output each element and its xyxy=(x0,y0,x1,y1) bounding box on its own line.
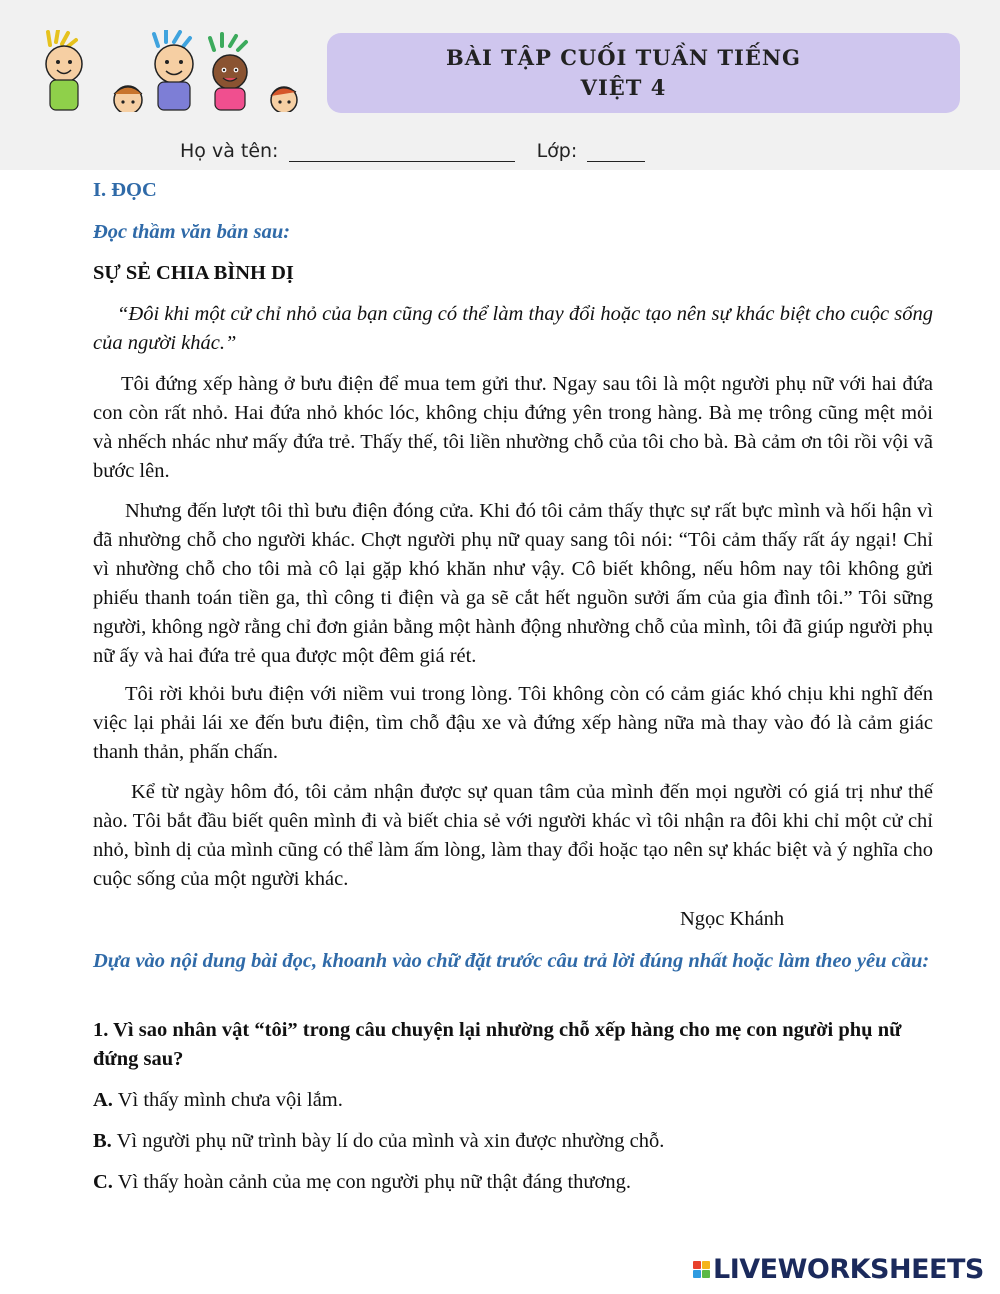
student-info-line xyxy=(180,140,645,162)
option-b-text: Vì người phụ nữ trình bày lí do của mình và xin được nhường chỗ. xyxy=(116,1130,665,1152)
story-paragraph-4: Kể từ ngày hôm đó, tôi cảm nhận được sự quan tâm của mình đến mọi người có giá trị như thế nào. Tôi bắt đầu biết quên mình đi và biết chia sẻ với người khác vì tôi nhận ra đôi khi chỉ một cử chỉ nhỏ, bình dị của mình cũng có thể làm ấm lòng, làm thay đổi hoặc tạo nên sự khác biệt và ý nghĩa cho cuộc sống của một người khác. xyxy=(93,781,933,890)
class-label: Lớp: xyxy=(536,140,578,162)
option-a-text: Vì thấy mình chưa vội lắm. xyxy=(117,1089,343,1111)
worksheet-title-box xyxy=(327,33,960,113)
story-quote: “Đôi khi một cử chỉ nhỏ của bạn cũng có thể làm thay đổi hoặc tạo nên sự khác biệt cho cuộc sống của người khác.” xyxy=(93,303,933,354)
story-title: SỰ SẺ CHIA BÌNH DỊ xyxy=(93,262,294,284)
story-author: Ngọc Khánh xyxy=(680,908,785,930)
name-label: Họ và tên: xyxy=(180,140,279,162)
option-c-letter: C. xyxy=(93,1171,113,1193)
option-b[interactable] xyxy=(93,1127,933,1156)
class-field[interactable] xyxy=(587,143,645,162)
story-paragraph-1: Tôi đứng xếp hàng ở bưu điện để mua tem gửi thư. Ngay sau tôi là một người phụ nữ với hai đứa con còn rất nhỏ. Hai đứa nhỏ khóc lóc, không chịu đứng yên trong hàng. Bà mẹ trông cũng mệt mỏi và nhếch nhác như mấy đứa trẻ. Thấy thế, tôi liền nhường chỗ của tôi cho bà. Bà cảm ơn tôi rồi vội vã bước lên. xyxy=(93,373,933,482)
question-1: 1. Vì sao nhân vật “tôi” trong câu chuyện lại nhường chỗ xếp hàng cho mẹ con người phụ nữ đứng sau? xyxy=(93,1019,902,1070)
logo-text: LIVEWORKSHEETS xyxy=(713,1253,984,1285)
liveworksheets-logo-icon xyxy=(693,1261,710,1278)
reading-instruction: Đọc thầm văn bản sau: xyxy=(93,221,291,243)
story-paragraph-2: Nhưng đến lượt tôi thì bưu điện đóng cửa. Khi đó tôi cảm thấy thực sự rất bực mình và hối hận vì đã nhường chỗ cho người khác. Chợt người phụ nữ quay sang tôi nói: “Tôi cảm thấy rất áy ngại! Chỉ vì nhường chỗ cho tôi mà cô lại gặp khó khăn như vậy. Cô biết không, nếu hôm nay tôi không gửi phiếu thanh toán tiền ga, thì công ti điện và ga sẽ cắt hết nguồn sưởi ấm của gia đình tôi.” Tôi sững người, không ngờ rằng chỉ đơn giản bằng một hành động nhường chỗ của mình, tôi đã giúp người phụ nữ ấy và hai đứa trẻ qua được một đêm giá rét. xyxy=(93,500,933,667)
liveworksheets-logo xyxy=(693,1254,984,1284)
section-heading: I. ĐỌC xyxy=(93,179,157,201)
worksheet-title-line2: VIỆT 4 xyxy=(580,75,667,100)
story-paragraph-3: Tôi rời khỏi bưu điện với niềm vui trong lòng. Tôi không còn có cảm giác khó chịu khi nghĩ đến việc lại phải lái xe đến bưu điện, tìm chỗ đậu xe và đứng xếp hàng nữa mà thay vào đó là cảm giác thanh thản, phấn chấn. xyxy=(93,683,933,763)
option-c[interactable] xyxy=(93,1168,933,1197)
option-b-letter: B. xyxy=(93,1130,112,1152)
name-field[interactable] xyxy=(289,143,515,162)
option-a-letter: A. xyxy=(93,1089,113,1111)
task-instruction: Dựa vào nội dung bài đọc, khoanh vào chữ đặt trước câu trả lời đúng nhất hoặc làm theo yêu cầu: xyxy=(93,950,930,972)
option-c-text: Vì thấy hoàn cảnh của mẹ con người phụ nữ thật đáng thương. xyxy=(117,1171,632,1193)
worksheet-title-line1: BÀI TẬP CUỐI TUẦN TIẾNG xyxy=(446,45,801,70)
children-illustration-icon xyxy=(40,30,320,112)
option-a[interactable] xyxy=(93,1086,933,1115)
